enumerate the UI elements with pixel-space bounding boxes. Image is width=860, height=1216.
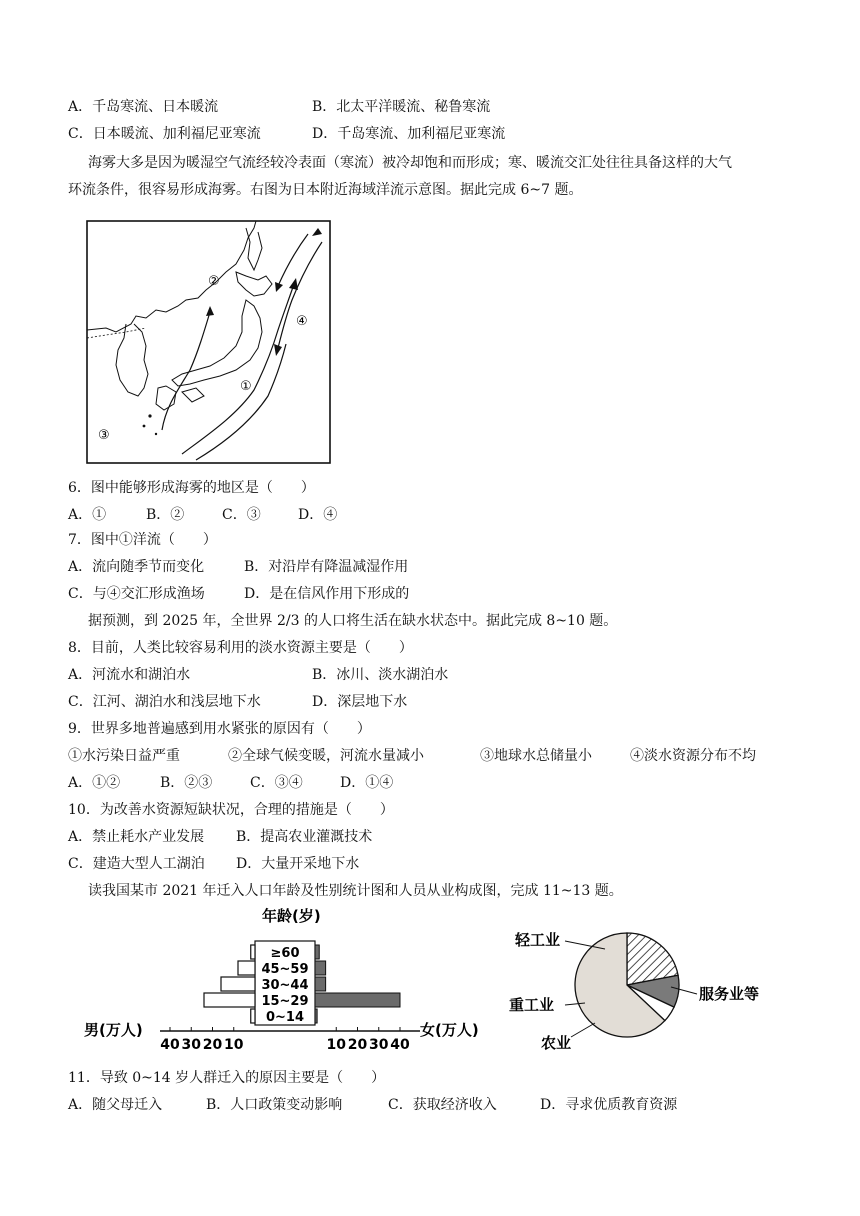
q6-option-a: A．①: [68, 507, 107, 523]
q7-stem: 7．图中①洋流（ ）: [68, 532, 217, 548]
pyramid-bar-female: [315, 1009, 317, 1023]
pyramid-xlabel-right: 女(万人): [420, 1021, 479, 1039]
pyramid-tick-label-left: 30: [181, 1037, 201, 1053]
q6-option-d: D．④: [298, 507, 338, 523]
q10-option-b: B．提高农业灌溉技术: [236, 829, 373, 845]
q8-option-d: D．深层地下水: [312, 694, 408, 710]
map-label-3: ③: [98, 428, 110, 443]
pyramid-bar-female: [315, 977, 326, 991]
pie-label-services: 服务业等: [699, 985, 760, 1003]
q10-option-c: C．建造大型人工湖泊: [68, 856, 205, 872]
pyramid-category-label: 30~44: [261, 978, 309, 993]
q9-item-2: ②全球气候变暖，河流水量减小: [228, 748, 424, 764]
q5-option-b: B．北太平洋暖流、秘鲁寒流: [312, 99, 491, 115]
q5-option-d: D．千岛寒流、加利福尼亚寒流: [312, 126, 506, 142]
map-label-1: ①: [240, 379, 252, 394]
q5-option-c: C．日本暖流、加利福尼亚寒流: [68, 126, 261, 142]
pie-label-agriculture: 农业: [541, 1034, 572, 1052]
pyramid-bar-female: [315, 993, 400, 1007]
q7-option-d: D．是在信风作用下形成的: [244, 586, 410, 602]
pyramid-tick-label-right: 30: [369, 1037, 389, 1053]
pyramid-tick-label-left: 40: [160, 1037, 180, 1053]
pie-label-light-industry: 轻工业: [515, 931, 561, 949]
q9-item-4: ④淡水资源分布不均: [630, 748, 756, 764]
intro-6-7-line1: 海雾大多是因为暖湿空气流经较冷表面（寒流）被冷却饱和而形成；寒、暖流交汇处往往具备这样的大气: [88, 155, 732, 171]
pyramid-bar-male: [221, 977, 255, 991]
pie-label-heavy-industry: 重工业: [509, 996, 555, 1014]
pyramid-category-label: ≥60: [270, 946, 300, 961]
q9-option-c: C．③④: [250, 775, 303, 791]
q10-stem: 10．为改善水资源短缺状况，合理的措施是（ ）: [68, 802, 394, 818]
q7-option-c: C．与④交汇形成渔场: [68, 586, 205, 602]
map-label-4: ④: [296, 314, 308, 329]
q5-option-a: A．千岛寒流、日本暖流: [68, 99, 219, 115]
pyramid-tick-label-left: 20: [202, 1037, 223, 1053]
q11-option-a: A．随父母迁入: [68, 1097, 163, 1113]
q11-option-c: C．获取经济收入: [388, 1097, 497, 1113]
q9-option-a: A．①②: [68, 775, 121, 791]
ocean-current-map: [86, 220, 332, 464]
q9-stem: 9．世界多地普遍感到用水紧张的原因有（ ）: [68, 721, 371, 737]
pyramid-tick-label-right: 20: [347, 1037, 368, 1053]
q9-option-d: D．①④: [340, 775, 394, 791]
intro-6-7-line2: 环流条件，很容易形成海雾。右图为日本附近海域洋流示意图。据此完成 6~7 题。: [68, 182, 583, 198]
pyramid-bar-male: [238, 961, 255, 975]
population-pyramid-chart: [80, 905, 500, 1060]
employment-pie-chart: [505, 915, 785, 1060]
pyramid-bar-male: [251, 945, 255, 959]
pyramid-category-label: 45~59: [261, 962, 309, 977]
pyramid-bar-female: [315, 945, 319, 959]
q6-option-b: B．②: [146, 507, 185, 523]
map-label-2: ②: [208, 274, 220, 289]
pyramid-tick-label-left: 10: [224, 1037, 244, 1053]
q8-option-a: A．河流水和湖泊水: [68, 667, 191, 683]
q11-stem: 11．导致 0~14 岁人群迁入的原因主要是（ ）: [68, 1070, 386, 1086]
q8-option-b: B．冰川、淡水湖泊水: [312, 667, 449, 683]
pyramid-bar-female: [315, 961, 326, 975]
q7-option-b: B．对沿岸有降温减湿作用: [244, 559, 409, 575]
pyramid-title: 年龄(岁): [262, 907, 321, 925]
pyramid-bar-male: [204, 993, 255, 1007]
pyramid-xlabel-left: 男(万人): [84, 1021, 143, 1039]
pyramid-category-label: 0~14: [265, 1010, 305, 1025]
q6-option-c: C．③: [222, 507, 261, 523]
q11-option-d: D．寻求优质教育资源: [540, 1097, 678, 1113]
q8-stem: 8．目前，人类比较容易利用的淡水资源主要是（ ）: [68, 640, 413, 656]
q8-option-c: C．江河、湖泊水和浅层地下水: [68, 694, 261, 710]
pyramid-category-label: 15~29: [261, 994, 309, 1009]
q9-option-b: B．②③: [160, 775, 213, 791]
q7-option-a: A．流向随季节而变化: [68, 559, 205, 575]
intro-11-13: 读我国某市 2021 年迁入人口年龄及性别统计图和人员从业构成图，完成 11~13 题。: [88, 883, 623, 899]
pyramid-bar-male: [251, 1009, 255, 1023]
intro-8-10: 据预测，到 2025 年，全世界 2/3 的人口将生活在缺水状态中。据此完成 8~10 题。: [88, 613, 618, 629]
q10-option-d: D．大量开采地下水: [236, 856, 360, 872]
q9-item-1: ①水污染日益严重: [68, 748, 180, 764]
pyramid-tick-label-right: 10: [326, 1037, 346, 1053]
q6-stem: 6．图中能够形成海雾的地区是（ ）: [68, 480, 315, 496]
q11-option-b: B．人口政策变动影响: [206, 1097, 343, 1113]
q9-item-3: ③地球水总储量小: [480, 748, 592, 764]
q10-option-a: A．禁止耗水产业发展: [68, 829, 205, 845]
pyramid-tick-label-right: 40: [390, 1037, 410, 1053]
